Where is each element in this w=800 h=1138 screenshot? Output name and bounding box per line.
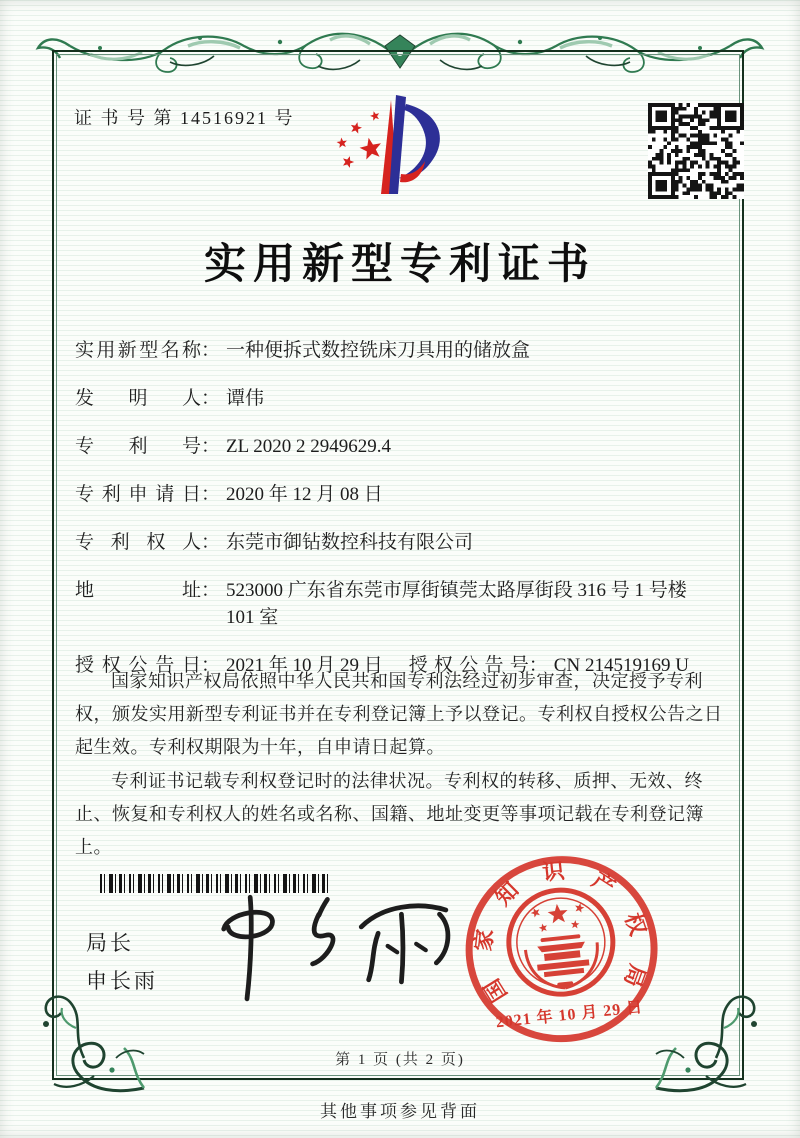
- back-side-note: 其他事项参见背面: [320, 1102, 480, 1121]
- field-value: 东莞市御钻数控科技有限公司: [226, 532, 474, 553]
- certificate-title: 实用新型专利证书: [203, 242, 596, 288]
- field-label: 专利申请日: [75, 484, 201, 505]
- signatory-name: 申长雨: [86, 969, 158, 993]
- qr-code: [648, 103, 744, 199]
- official-seal: [448, 840, 678, 1067]
- field-value: CN 214519169 U: [553, 655, 689, 676]
- legal-paragraph-2: 专利证书记载专利权登记时的法律状况。专利权的转移、质押、无效、终止、恢复和专利权人的姓名或名称、国籍、地址变更等事项记载在专利登记簿上。: [75, 771, 704, 857]
- seal-date: 2021 年 10 月 29 日: [495, 998, 645, 1032]
- seal-arc-char: 产: [587, 866, 620, 900]
- field-address: [75, 577, 723, 631]
- logo-stars: [336, 110, 384, 169]
- certificate-fields: [75, 337, 723, 700]
- field-label: 地址: [75, 580, 201, 601]
- field-label: 授权公告日: [75, 655, 201, 676]
- field-colon: ：: [528, 655, 548, 676]
- field-inventor: [75, 385, 723, 412]
- national-emblem-icon: [497, 878, 624, 1005]
- field-value: ZL 2020 2 2949629.4: [226, 436, 392, 457]
- field-value: 一种便拆式数控铣床刀具用的储放盒: [226, 340, 531, 361]
- field-value: 2020 年 12 月 08 日: [226, 484, 383, 505]
- field-filing-date: [75, 481, 723, 508]
- seal-arc-char: 权: [620, 909, 651, 939]
- field-colon: ：: [201, 340, 221, 361]
- field-label: 专利号: [75, 436, 201, 457]
- page-indicator: 第 1 页 (共 2 页): [335, 1052, 465, 1068]
- field-patent-number: [75, 433, 723, 460]
- field-colon: ：: [201, 436, 221, 457]
- field-colon: ：: [201, 532, 221, 553]
- field-colon: ：: [201, 484, 221, 505]
- commissioner-signature: [192, 888, 467, 1006]
- legal-paragraph-1: 国家知识产权局依照中华人民共和国专利法经过初步审查，决定授予专利权，颁发实用新型专利证书并在专利登记簿上予以登记。专利权自授权公告之日起生效。专利权期限为十年，自申请日起算。: [75, 671, 723, 757]
- seal-arc-char: 家: [470, 927, 498, 953]
- legal-text: [75, 665, 725, 866]
- seal-arc-char: 局: [619, 961, 651, 991]
- field-value: 谭伟: [226, 388, 265, 409]
- field-label: 授权公告号: [408, 655, 529, 676]
- field-utility-model-name: [75, 337, 723, 364]
- field-label: 实用新型名称: [75, 340, 201, 361]
- field-colon: ：: [201, 655, 221, 676]
- signatory-title: 局长: [86, 931, 134, 955]
- field-colon: ：: [201, 388, 221, 409]
- field-patentee: [75, 529, 723, 556]
- signatory-block: [86, 924, 158, 1000]
- field-value: 523000 广东省东莞市厚街镇莞太路厚街段 316 号 1 号楼 101 室: [226, 580, 687, 628]
- cnipa-logo: [325, 86, 475, 216]
- field-label: 专利权人: [75, 532, 201, 553]
- field-colon: ：: [201, 580, 221, 601]
- seal-arc-char: 国: [479, 974, 512, 1007]
- field-value: 2021 年 10 月 29 日: [226, 655, 383, 676]
- certificate-number: 证 书 号 第 14516921 号: [74, 108, 295, 128]
- field-label: 发明人: [75, 388, 201, 409]
- seal-arc-char: 知: [490, 877, 524, 911]
- logo-p-bowl: [399, 104, 440, 179]
- seal-arc-char: 识: [541, 857, 566, 886]
